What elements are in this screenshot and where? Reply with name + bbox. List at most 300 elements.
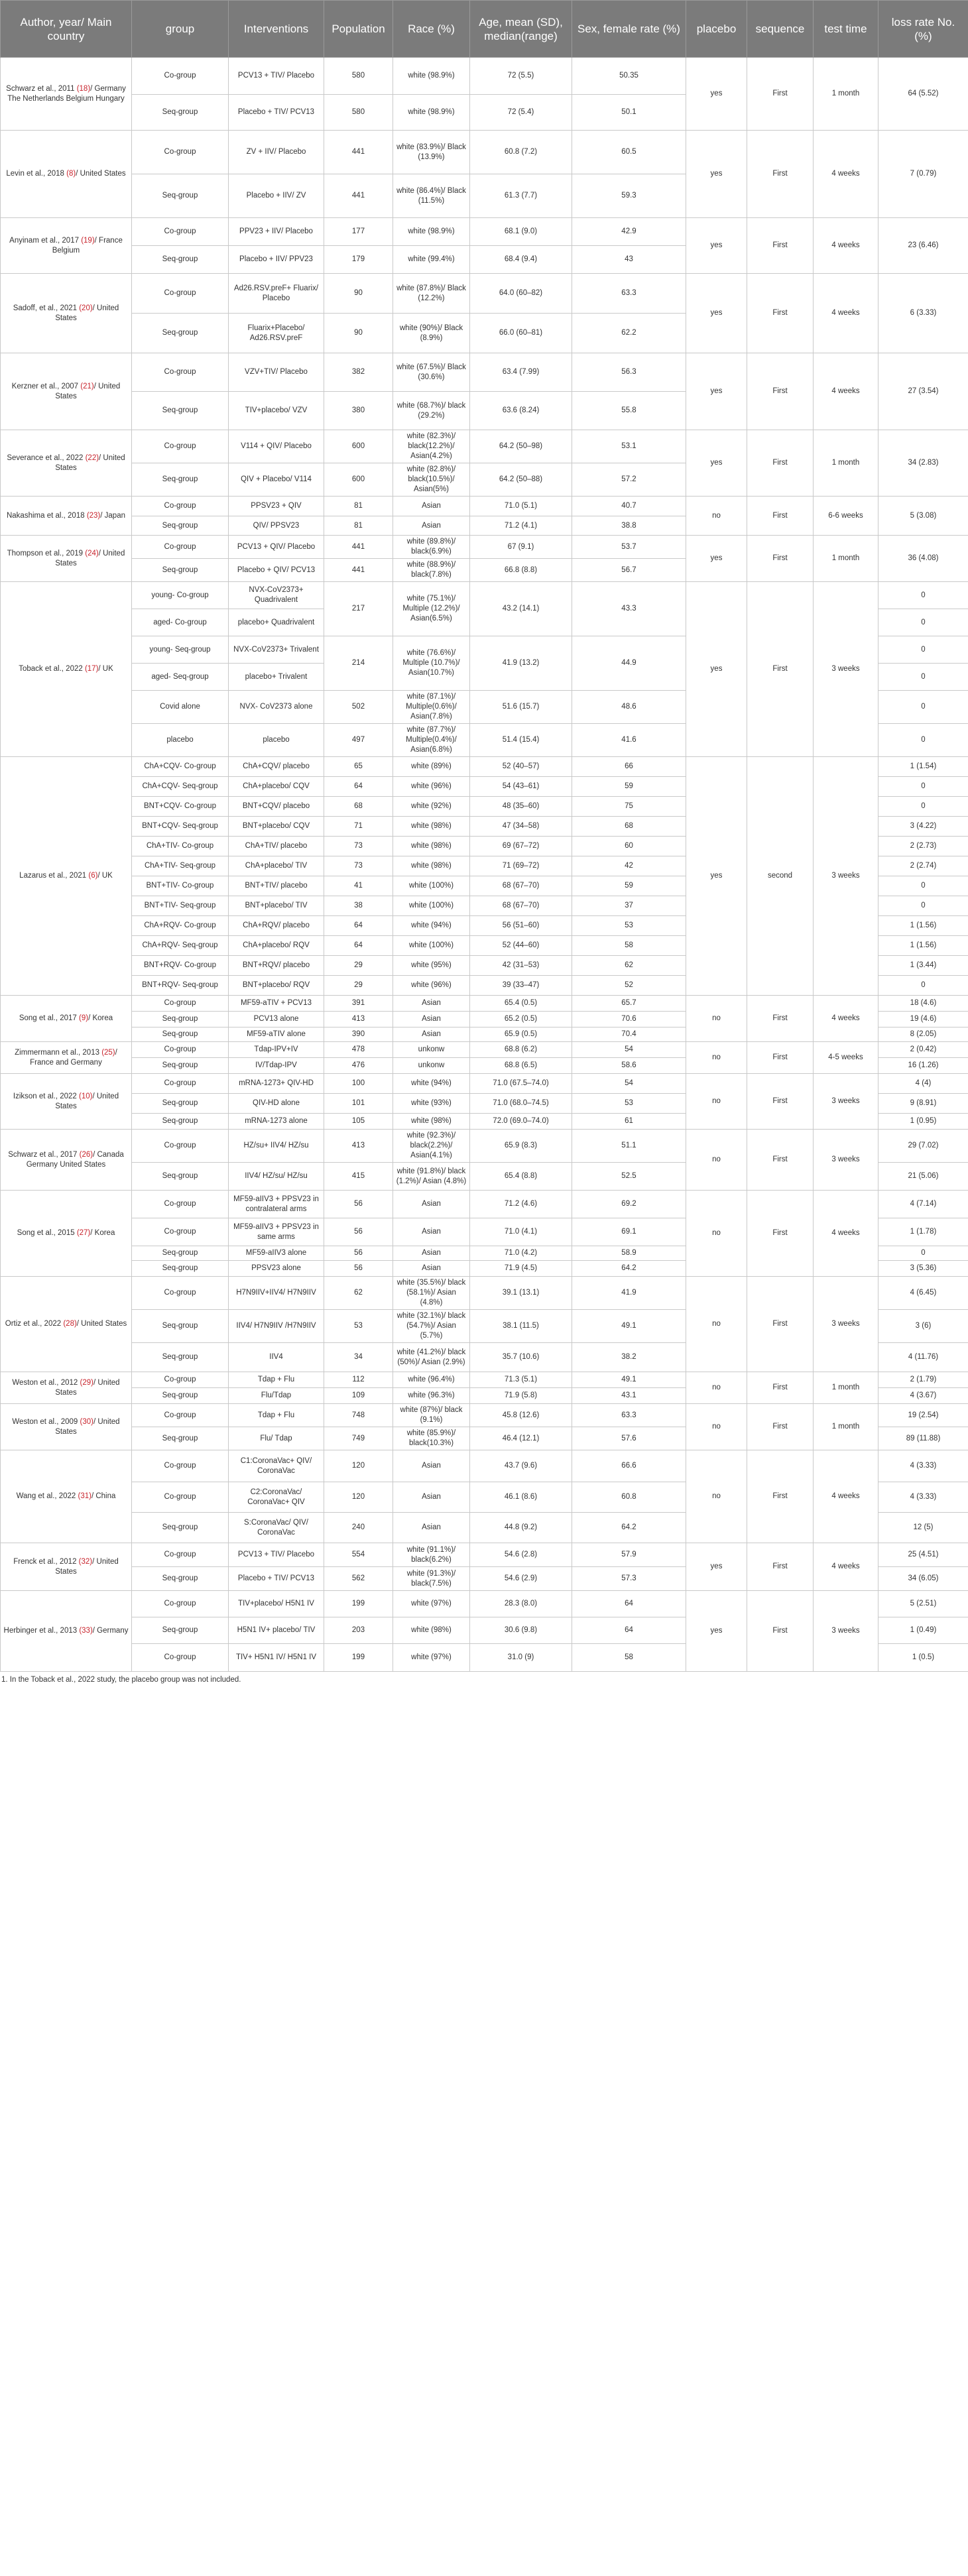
reference-link[interactable]: (21) bbox=[80, 382, 94, 390]
race-cell: white (98%) bbox=[393, 856, 470, 876]
interventions-cell: ChA+TIV/ placebo bbox=[229, 837, 324, 856]
table-row bbox=[1, 497, 968, 516]
author-name: Sadoff, et al., 2021 bbox=[13, 304, 80, 312]
race-cell: white (96%) bbox=[393, 976, 470, 996]
sex-cell: 65.7 bbox=[572, 996, 686, 1012]
group-cell: Co-group bbox=[132, 1130, 229, 1163]
sex-cell: 43.1 bbox=[572, 1388, 686, 1404]
reference-link[interactable]: (33) bbox=[79, 1627, 93, 1635]
group-cell: Seq-group bbox=[132, 1427, 229, 1450]
reference-link[interactable]: (27) bbox=[76, 1229, 91, 1237]
sex-cell: 50.35 bbox=[572, 58, 686, 95]
race-cell: Asian bbox=[393, 996, 470, 1012]
group-cell: Seq-group bbox=[132, 1343, 229, 1372]
interventions-cell: Placebo + TIV/ PCV13 bbox=[229, 1567, 324, 1591]
age-cell: 56 (51–60) bbox=[470, 916, 572, 936]
reference-link[interactable]: (23) bbox=[86, 511, 101, 520]
reference-link[interactable]: (10) bbox=[79, 1092, 93, 1100]
loss-rate-cell: 0 bbox=[878, 636, 968, 664]
study-author bbox=[1, 757, 132, 996]
loss-rate-cell: 4 (6.45) bbox=[878, 1277, 968, 1310]
loss-rate-cell: 1 (0.95) bbox=[878, 1114, 968, 1130]
group-cell: Seq-group bbox=[132, 1388, 229, 1404]
table-row bbox=[1, 131, 968, 174]
population-cell: 101 bbox=[324, 1094, 393, 1114]
age-cell: 39 (33–47) bbox=[470, 976, 572, 996]
header-row bbox=[1, 1, 968, 58]
study-author bbox=[1, 131, 132, 218]
group-cell: BNT+RQV- Co-group bbox=[132, 956, 229, 976]
loss-rate-cell: 4 (11.76) bbox=[878, 1343, 968, 1372]
author-name: Ortiz et al., 2022 bbox=[5, 1320, 64, 1328]
sex-cell: 40.7 bbox=[572, 497, 686, 516]
interventions-cell: MF59-aTIV + PCV13 bbox=[229, 996, 324, 1012]
sex-cell: 62.2 bbox=[572, 314, 686, 353]
table-row bbox=[1, 1591, 968, 1617]
age-cell: 68 (67–70) bbox=[470, 876, 572, 896]
race-cell: white (98%) bbox=[393, 1617, 470, 1644]
test-time-cell: 1 month bbox=[814, 536, 878, 582]
loss-rate-cell: 16 (1.26) bbox=[878, 1058, 968, 1074]
group-cell: Seq-group bbox=[132, 1513, 229, 1543]
population-cell: 179 bbox=[324, 246, 393, 274]
sex-cell: 66.6 bbox=[572, 1450, 686, 1482]
loss-rate-cell: 1 (1.56) bbox=[878, 936, 968, 956]
reference-link[interactable]: (17) bbox=[84, 665, 99, 673]
reference-link[interactable]: (28) bbox=[63, 1320, 77, 1328]
interventions-cell: V114 + QIV/ Placebo bbox=[229, 430, 324, 463]
race-cell: white (82.8%)/ black(10.5%)/ Asian(5%) bbox=[393, 463, 470, 497]
author-country: / Canada Germany United States bbox=[26, 1150, 124, 1169]
group-cell: Co-group bbox=[132, 1218, 229, 1246]
sequence-cell: First bbox=[747, 536, 814, 582]
group-cell: Seq-group bbox=[132, 1246, 229, 1261]
population-cell: 90 bbox=[324, 274, 393, 314]
sex-cell: 59.3 bbox=[572, 174, 686, 218]
loss-rate-cell: 0 bbox=[878, 664, 968, 691]
group-cell: Seq-group bbox=[132, 174, 229, 218]
race-cell: white (94%) bbox=[393, 1074, 470, 1094]
sex-cell: 42 bbox=[572, 856, 686, 876]
author-country: / United States bbox=[55, 1378, 120, 1397]
author-name: Weston et al., 2009 bbox=[12, 1417, 80, 1426]
group-cell: young- Co-group bbox=[132, 582, 229, 609]
author-country: / Germany The Netherlands Belgium Hungary bbox=[7, 84, 126, 103]
age-cell: 69 (67–72) bbox=[470, 837, 572, 856]
reference-link[interactable]: (24) bbox=[85, 549, 99, 557]
race-cell: Asian bbox=[393, 1482, 470, 1513]
sex-cell: 51.1 bbox=[572, 1130, 686, 1163]
race-cell: Asian bbox=[393, 1218, 470, 1246]
loss-rate-cell: 4 (3.67) bbox=[878, 1388, 968, 1404]
interventions-cell: Placebo + QIV/ PCV13 bbox=[229, 559, 324, 582]
test-time-cell: 6-6 weeks bbox=[814, 497, 878, 536]
loss-rate-cell: 34 (6.05) bbox=[878, 1567, 968, 1591]
loss-rate-cell: 0 bbox=[878, 896, 968, 916]
test-time-cell: 3 weeks bbox=[814, 582, 878, 757]
sex-cell: 66 bbox=[572, 757, 686, 777]
population-cell: 53 bbox=[324, 1310, 393, 1343]
author-country: / Japan bbox=[100, 511, 125, 520]
reference-link[interactable]: (8) bbox=[66, 170, 76, 178]
population-cell: 56 bbox=[324, 1261, 393, 1277]
group-cell: Co-group bbox=[132, 1591, 229, 1617]
placebo-cell: yes bbox=[686, 353, 747, 430]
sex-cell: 43 bbox=[572, 246, 686, 274]
group-cell: Co-group bbox=[132, 497, 229, 516]
population-cell: 413 bbox=[324, 1012, 393, 1027]
sequence-cell: First bbox=[747, 131, 814, 218]
group-cell: Co-group bbox=[132, 1277, 229, 1310]
race-cell: white (96%) bbox=[393, 777, 470, 797]
race-cell: white (88.9%)/ black(7.8%) bbox=[393, 559, 470, 582]
interventions-cell: ZV + IIV/ Placebo bbox=[229, 131, 324, 174]
loss-rate-cell: 0 bbox=[878, 777, 968, 797]
interventions-cell: ChA+CQV/ placebo bbox=[229, 757, 324, 777]
header-population: Population bbox=[324, 1, 393, 58]
sex-cell: 60 bbox=[572, 837, 686, 856]
age-cell: 46.4 (12.1) bbox=[470, 1427, 572, 1450]
sequence-cell: First bbox=[747, 1372, 814, 1404]
group-cell: Seq-group bbox=[132, 314, 229, 353]
sequence-cell: First bbox=[747, 1404, 814, 1450]
interventions-cell: placebo+ Quadrivalent bbox=[229, 609, 324, 636]
placebo-cell: yes bbox=[686, 757, 747, 996]
age-cell: 68.8 (6.2) bbox=[470, 1042, 572, 1058]
placebo-cell: yes bbox=[686, 58, 747, 131]
race-cell: white (91.3%)/ black(7.5%) bbox=[393, 1567, 470, 1591]
race-cell: Asian bbox=[393, 1513, 470, 1543]
interventions-cell: QIV/ PPSV23 bbox=[229, 516, 324, 536]
reference-link[interactable]: (32) bbox=[78, 1557, 93, 1566]
population-cell: 64 bbox=[324, 916, 393, 936]
loss-rate-cell: 1 (1.54) bbox=[878, 757, 968, 777]
test-time-cell: 1 month bbox=[814, 58, 878, 131]
population-cell: 562 bbox=[324, 1567, 393, 1591]
race-cell: white (68.7%)/ black (29.2%) bbox=[393, 392, 470, 430]
author-name: Severance et al., 2022 bbox=[7, 453, 86, 462]
population-cell: 56 bbox=[324, 1246, 393, 1261]
loss-rate-cell: 89 (11.88) bbox=[878, 1427, 968, 1450]
reference-link[interactable]: (29) bbox=[80, 1378, 93, 1387]
loss-rate-cell: 0 bbox=[878, 724, 968, 757]
group-cell: BNT+TIV- Seq-group bbox=[132, 896, 229, 916]
interventions-cell: MF59-aIIV3 + PPSV23 in same arms bbox=[229, 1218, 324, 1246]
loss-rate-cell: 6 (3.33) bbox=[878, 274, 968, 353]
loss-rate-cell: 4 (3.33) bbox=[878, 1482, 968, 1513]
test-time-cell: 3 weeks bbox=[814, 1591, 878, 1672]
interventions-cell: BNT+placebo/ RQV bbox=[229, 976, 324, 996]
population-cell: 554 bbox=[324, 1543, 393, 1567]
group-cell: Co-group bbox=[132, 1644, 229, 1672]
age-cell: 71.9 (4.5) bbox=[470, 1261, 572, 1277]
interventions-cell: Placebo + IIV/ PPV23 bbox=[229, 246, 324, 274]
group-cell: Co-group bbox=[132, 430, 229, 463]
loss-rate-cell: 2 (1.79) bbox=[878, 1372, 968, 1388]
group-cell: BNT+CQV- Seq-group bbox=[132, 817, 229, 837]
test-time-cell: 4 weeks bbox=[814, 1450, 878, 1543]
placebo-cell: yes bbox=[686, 582, 747, 757]
sex-cell: 61 bbox=[572, 1114, 686, 1130]
group-cell: BNT+TIV- Co-group bbox=[132, 876, 229, 896]
interventions-cell: PPSV23 alone bbox=[229, 1261, 324, 1277]
sex-cell: 63.3 bbox=[572, 274, 686, 314]
study-author bbox=[1, 218, 132, 274]
population-cell: 81 bbox=[324, 516, 393, 536]
loss-rate-cell: 25 (4.51) bbox=[878, 1543, 968, 1567]
author-country: / France Belgium bbox=[52, 236, 123, 255]
interventions-cell: Tdap + Flu bbox=[229, 1372, 324, 1388]
population-cell: 441 bbox=[324, 174, 393, 218]
reference-link[interactable]: (31) bbox=[78, 1492, 91, 1500]
author-name: Zimmermann et al., 2013 bbox=[15, 1048, 102, 1057]
sequence-cell: First bbox=[747, 430, 814, 497]
race-cell: white (97%) bbox=[393, 1591, 470, 1617]
sequence-cell: First bbox=[747, 353, 814, 430]
placebo-cell: no bbox=[686, 1042, 747, 1074]
population-cell: 600 bbox=[324, 430, 393, 463]
interventions-cell: MF59-aIIV3 + PPSV23 in contralateral arms bbox=[229, 1191, 324, 1218]
reference-link[interactable]: (6) bbox=[88, 872, 98, 880]
sex-cell: 43.3 bbox=[572, 582, 686, 636]
age-cell: 68 (67–70) bbox=[470, 896, 572, 916]
reference-link[interactable]: (22) bbox=[85, 453, 99, 462]
age-cell: 41.9 (13.2) bbox=[470, 636, 572, 691]
population-cell: 478 bbox=[324, 1042, 393, 1058]
study-author bbox=[1, 497, 132, 536]
race-cell: white (86.4%)/ Black (11.5%) bbox=[393, 174, 470, 218]
study-author bbox=[1, 430, 132, 497]
reference-link[interactable]: (20) bbox=[79, 304, 93, 312]
sex-cell: 75 bbox=[572, 797, 686, 817]
group-cell: Seq-group bbox=[132, 1617, 229, 1644]
reference-link[interactable]: (19) bbox=[81, 236, 95, 245]
study-author bbox=[1, 582, 132, 757]
race-cell: unkonw bbox=[393, 1042, 470, 1058]
reference-link[interactable]: (26) bbox=[79, 1150, 93, 1159]
study-author bbox=[1, 58, 132, 131]
table-row bbox=[1, 218, 968, 246]
interventions-cell: Tdap + Flu bbox=[229, 1404, 324, 1427]
sex-cell: 55.8 bbox=[572, 392, 686, 430]
sex-cell: 56.7 bbox=[572, 559, 686, 582]
population-cell: 73 bbox=[324, 856, 393, 876]
interventions-cell: MF59-aTIV alone bbox=[229, 1027, 324, 1042]
interventions-cell: placebo bbox=[229, 724, 324, 757]
interventions-cell: NVX- CoV2373 alone bbox=[229, 691, 324, 724]
population-cell: 199 bbox=[324, 1591, 393, 1617]
age-cell: 61.3 (7.7) bbox=[470, 174, 572, 218]
table-row bbox=[1, 1543, 968, 1567]
author-country: / United States bbox=[55, 1417, 120, 1436]
author-country: / Korea bbox=[90, 1229, 115, 1237]
age-cell: 52 (40–57) bbox=[470, 757, 572, 777]
age-cell: 51.6 (15.7) bbox=[470, 691, 572, 724]
interventions-cell: C2:CoronaVac/ CoronaVac+ QIV bbox=[229, 1482, 324, 1513]
placebo-cell: no bbox=[686, 996, 747, 1042]
loss-rate-cell: 1 (1.56) bbox=[878, 916, 968, 936]
reference-link[interactable]: (9) bbox=[79, 1014, 89, 1022]
loss-rate-cell: 1 (0.5) bbox=[878, 1644, 968, 1672]
reference-link[interactable]: (30) bbox=[80, 1417, 93, 1426]
group-cell: Co-group bbox=[132, 131, 229, 174]
author-name: Herbinger et al., 2013 bbox=[3, 1627, 80, 1635]
population-cell: 441 bbox=[324, 536, 393, 559]
population-cell: 120 bbox=[324, 1482, 393, 1513]
table-body bbox=[1, 58, 968, 1672]
sequence-cell: First bbox=[747, 1591, 814, 1672]
placebo-cell: yes bbox=[686, 274, 747, 353]
header-group: group bbox=[132, 1, 229, 58]
race-cell: white (92.3%)/ black(2.2%)/ Asian(4.1%) bbox=[393, 1130, 470, 1163]
population-cell: 391 bbox=[324, 996, 393, 1012]
interventions-cell: PCV13 + TIV/ Placebo bbox=[229, 58, 324, 95]
loss-rate-cell: 21 (5.06) bbox=[878, 1163, 968, 1191]
age-cell: 65.9 (8.3) bbox=[470, 1130, 572, 1163]
sequence-cell: First bbox=[747, 1450, 814, 1543]
sex-cell: 42.9 bbox=[572, 218, 686, 246]
group-cell: BNT+RQV- Seq-group bbox=[132, 976, 229, 996]
author-country: / United States bbox=[55, 549, 125, 567]
age-cell: 63.4 (7.99) bbox=[470, 353, 572, 392]
population-cell: 100 bbox=[324, 1074, 393, 1094]
interventions-cell: PPSV23 + QIV bbox=[229, 497, 324, 516]
sex-cell: 38.8 bbox=[572, 516, 686, 536]
test-time-cell: 4-5 weeks bbox=[814, 1042, 878, 1074]
population-cell: 390 bbox=[324, 1027, 393, 1042]
sequence-cell: First bbox=[747, 1277, 814, 1372]
interventions-cell: QIV-HD alone bbox=[229, 1094, 324, 1114]
loss-rate-cell: 0 bbox=[878, 582, 968, 609]
race-cell: Asian bbox=[393, 1450, 470, 1482]
race-cell: white (83.9%)/ Black (13.9%) bbox=[393, 131, 470, 174]
study-author bbox=[1, 1042, 132, 1074]
sex-cell: 41.9 bbox=[572, 1277, 686, 1310]
test-time-cell: 1 month bbox=[814, 1372, 878, 1404]
test-time-cell: 4 weeks bbox=[814, 996, 878, 1042]
age-cell: 43.2 (14.1) bbox=[470, 582, 572, 636]
table-row bbox=[1, 582, 968, 609]
race-cell: Asian bbox=[393, 1246, 470, 1261]
sex-cell: 48.6 bbox=[572, 691, 686, 724]
sex-cell: 58.6 bbox=[572, 1058, 686, 1074]
population-cell: 580 bbox=[324, 58, 393, 95]
sex-cell: 52.5 bbox=[572, 1163, 686, 1191]
population-cell: 29 bbox=[324, 976, 393, 996]
sex-cell: 49.1 bbox=[572, 1372, 686, 1388]
author-name: Schwarz et al., 2011 bbox=[6, 84, 77, 93]
author-country: / United States bbox=[76, 1320, 127, 1328]
sex-cell: 49.1 bbox=[572, 1310, 686, 1343]
population-cell: 749 bbox=[324, 1427, 393, 1450]
author-name: Toback et al., 2022 bbox=[19, 665, 85, 673]
author-name: Izikson et al., 2022 bbox=[13, 1092, 79, 1100]
sex-cell: 64.2 bbox=[572, 1513, 686, 1543]
loss-rate-cell: 8 (2.05) bbox=[878, 1027, 968, 1042]
race-cell: unkonw bbox=[393, 1058, 470, 1074]
sex-cell: 57.6 bbox=[572, 1427, 686, 1450]
group-cell: Seq-group bbox=[132, 1163, 229, 1191]
race-cell: white (87.1%)/ Multiple(0.6%)/ Asian(7.8%) bbox=[393, 691, 470, 724]
group-cell: Co-group bbox=[132, 1450, 229, 1482]
age-cell: 47 (34–58) bbox=[470, 817, 572, 837]
author-country: / United States bbox=[55, 1557, 119, 1576]
group-cell: Seq-group bbox=[132, 1261, 229, 1277]
group-cell: Co-group bbox=[132, 218, 229, 246]
table-row bbox=[1, 1404, 968, 1427]
sex-cell: 60.8 bbox=[572, 1482, 686, 1513]
study-author bbox=[1, 1591, 132, 1672]
interventions-cell: NVX-CoV2373+ Quadrivalent bbox=[229, 582, 324, 609]
sex-cell: 69.1 bbox=[572, 1218, 686, 1246]
population-cell: 382 bbox=[324, 353, 393, 392]
placebo-cell: no bbox=[686, 1372, 747, 1404]
population-cell: 90 bbox=[324, 314, 393, 353]
age-cell: 60.8 (7.2) bbox=[470, 131, 572, 174]
group-cell: Co-group bbox=[132, 58, 229, 95]
population-cell: 199 bbox=[324, 1644, 393, 1672]
race-cell: white (98%) bbox=[393, 817, 470, 837]
reference-link[interactable]: (25) bbox=[101, 1048, 115, 1057]
interventions-cell: ChA+placebo/ RQV bbox=[229, 936, 324, 956]
population-cell: 441 bbox=[324, 559, 393, 582]
author-country: / China bbox=[91, 1492, 116, 1500]
age-cell: 71.3 (5.1) bbox=[470, 1372, 572, 1388]
test-time-cell: 4 weeks bbox=[814, 1543, 878, 1591]
age-cell: 64.0 (60–82) bbox=[470, 274, 572, 314]
sex-cell: 53.1 bbox=[572, 430, 686, 463]
population-cell: 81 bbox=[324, 497, 393, 516]
author-name: Wang et al., 2022 bbox=[16, 1492, 78, 1500]
interventions-cell: Tdap-IPV+IV bbox=[229, 1042, 324, 1058]
interventions-cell: ChA+placebo/ CQV bbox=[229, 777, 324, 797]
interventions-cell: Flu/ Tdap bbox=[229, 1427, 324, 1450]
age-cell: 42 (31–53) bbox=[470, 956, 572, 976]
group-cell: Co-group bbox=[132, 1404, 229, 1427]
sex-cell: 57.3 bbox=[572, 1567, 686, 1591]
loss-rate-cell: 3 (6) bbox=[878, 1310, 968, 1343]
test-time-cell: 3 weeks bbox=[814, 1130, 878, 1191]
group-cell: Co-group bbox=[132, 1372, 229, 1388]
age-cell: 66.8 (8.8) bbox=[470, 559, 572, 582]
race-cell: white (89%) bbox=[393, 757, 470, 777]
author-name: Thompson et al., 2019 bbox=[7, 549, 86, 557]
group-cell: Covid alone bbox=[132, 691, 229, 724]
interventions-cell: IV/Tdap-IPV bbox=[229, 1058, 324, 1074]
reference-link[interactable]: (18) bbox=[76, 84, 91, 93]
interventions-cell: BNT+TIV/ placebo bbox=[229, 876, 324, 896]
header-age: Age, mean (SD), median(range) bbox=[470, 1, 572, 58]
sex-cell: 56.3 bbox=[572, 353, 686, 392]
population-cell: 177 bbox=[324, 218, 393, 246]
age-cell: 72 (5.4) bbox=[470, 95, 572, 131]
age-cell: 65.4 (8.8) bbox=[470, 1163, 572, 1191]
interventions-cell: mRNA-1273 alone bbox=[229, 1114, 324, 1130]
population-cell: 214 bbox=[324, 636, 393, 691]
age-cell: 64.2 (50–98) bbox=[470, 430, 572, 463]
sequence-cell: First bbox=[747, 1543, 814, 1591]
population-cell: 217 bbox=[324, 582, 393, 636]
population-cell: 413 bbox=[324, 1130, 393, 1163]
interventions-cell: IIV4/ HZ/su/ HZ/su bbox=[229, 1163, 324, 1191]
study-author bbox=[1, 353, 132, 430]
table-row bbox=[1, 1372, 968, 1388]
loss-rate-cell: 5 (3.08) bbox=[878, 497, 968, 536]
race-cell: white (92%) bbox=[393, 797, 470, 817]
age-cell: 39.1 (13.1) bbox=[470, 1277, 572, 1310]
group-cell: Co-group bbox=[132, 1543, 229, 1567]
interventions-cell: placebo+ Trivalent bbox=[229, 664, 324, 691]
